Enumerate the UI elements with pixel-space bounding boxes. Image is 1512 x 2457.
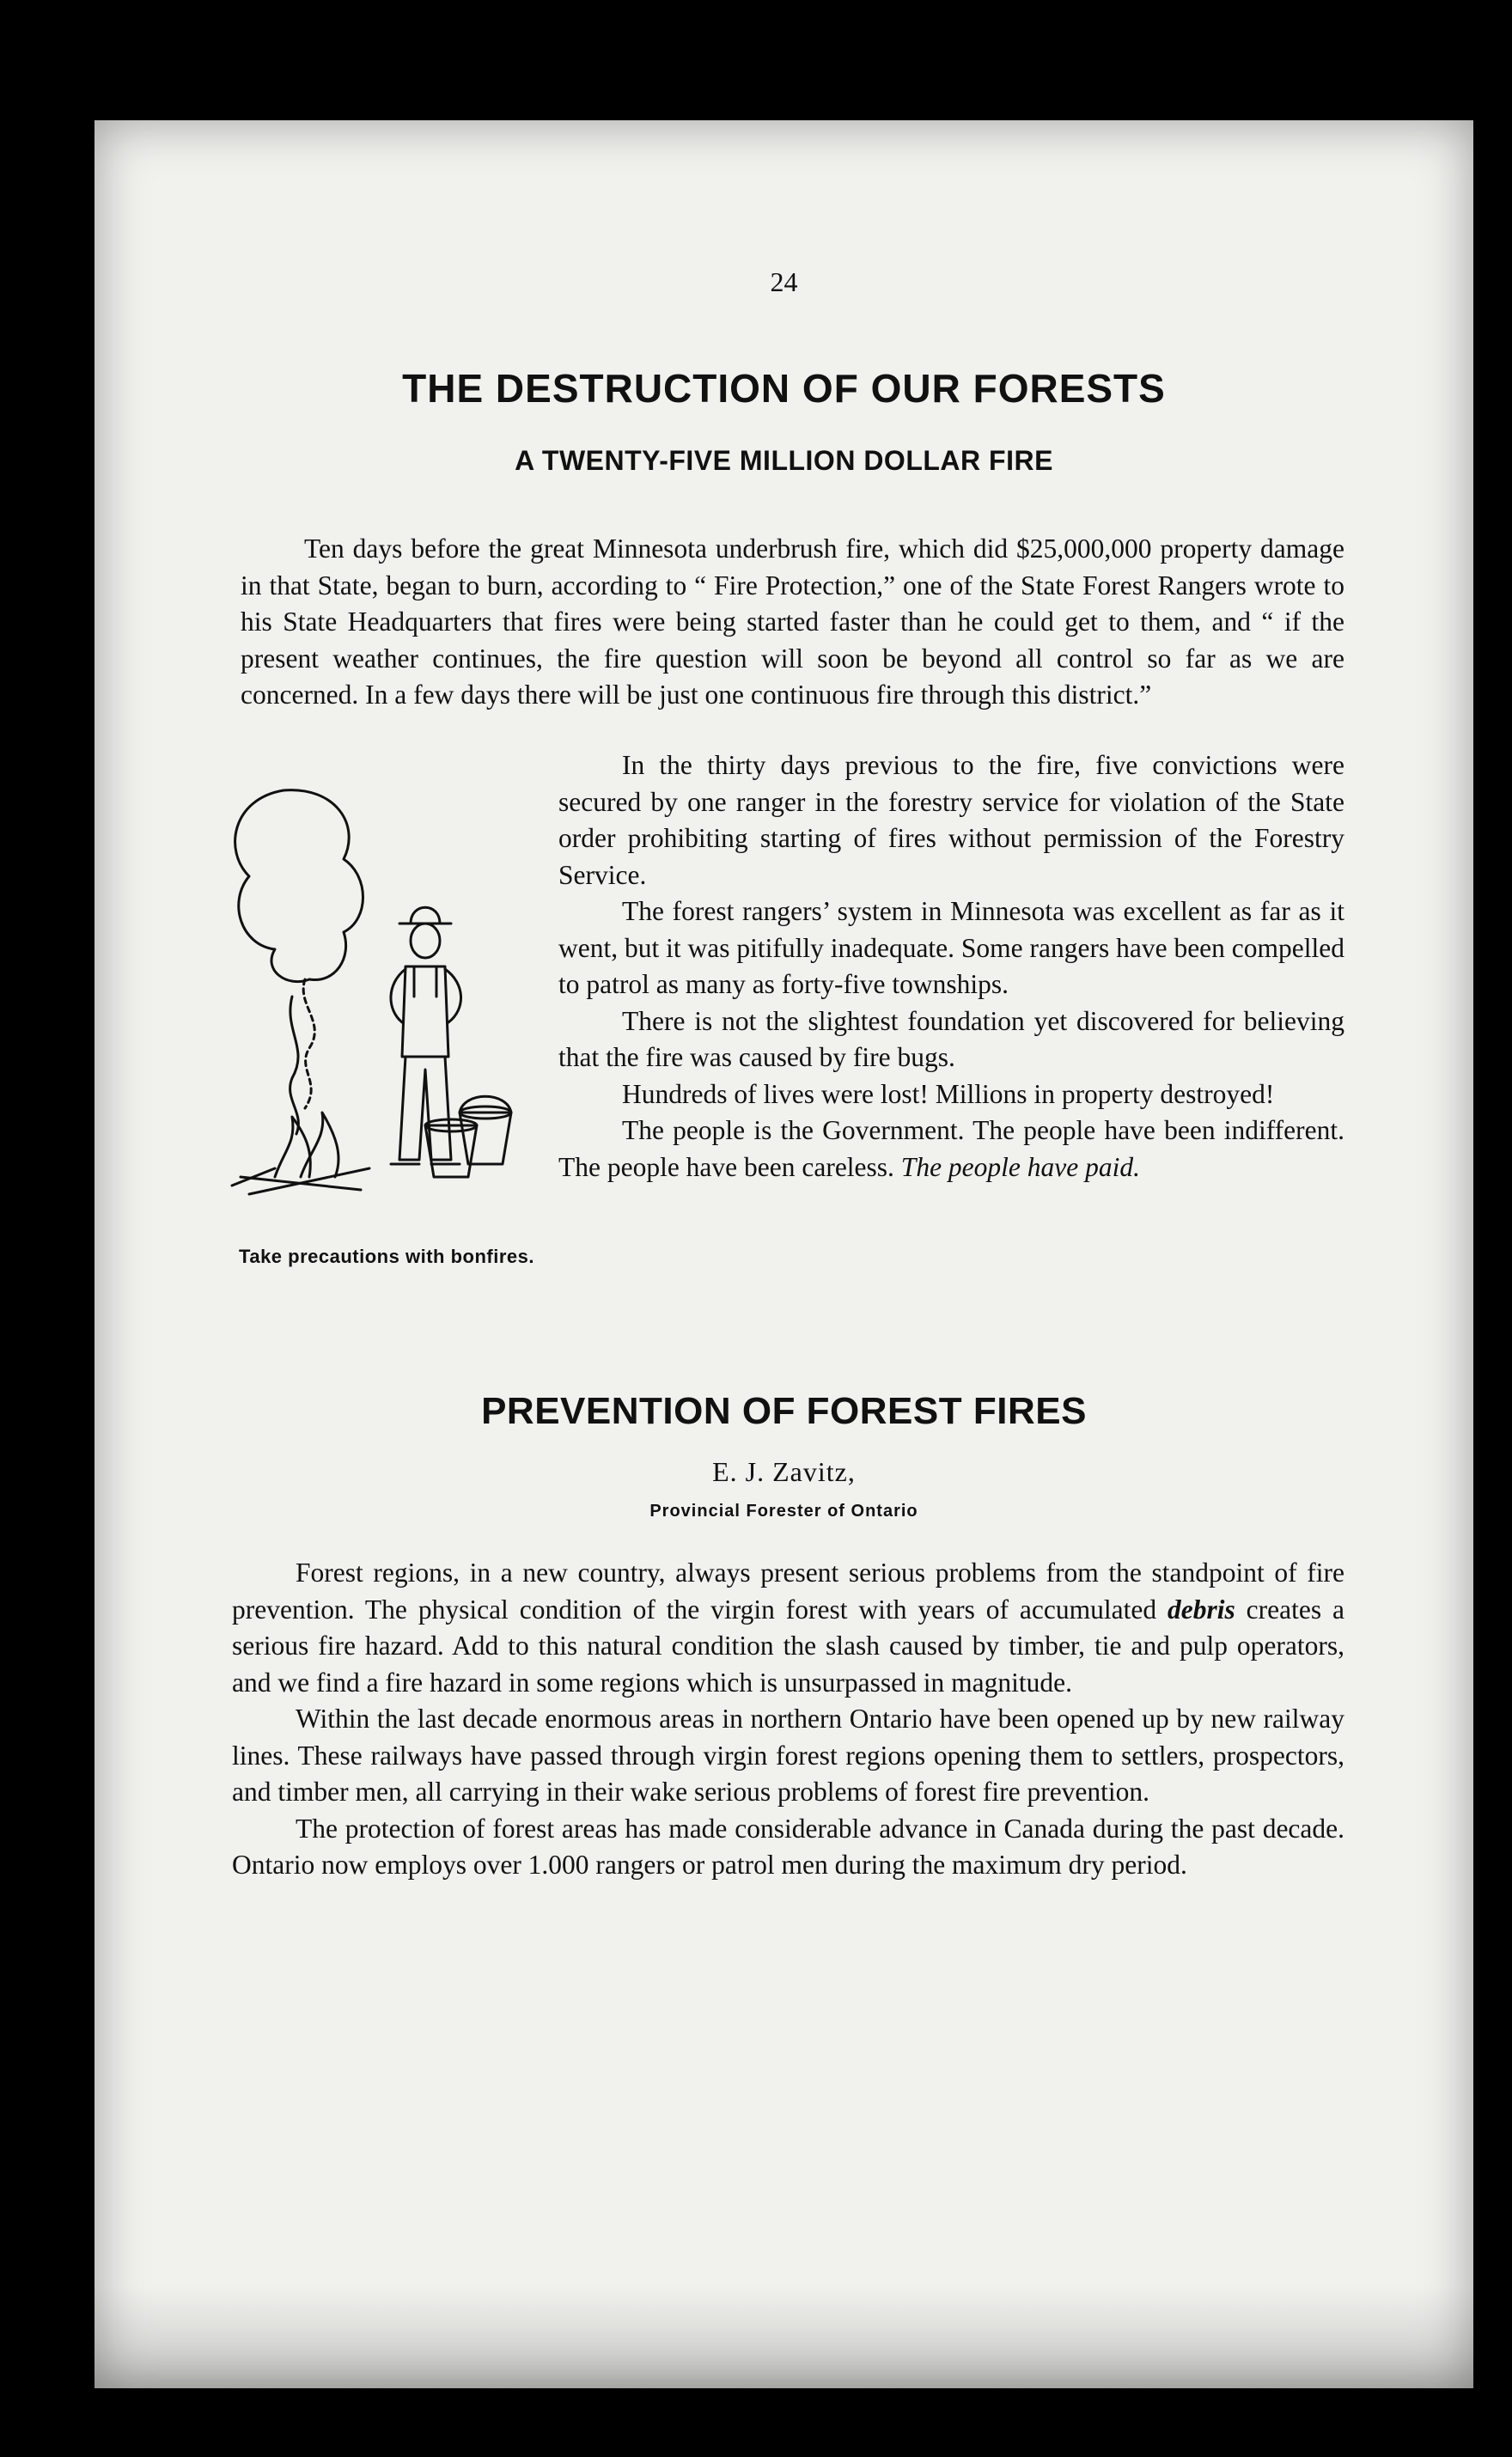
author-affiliation: Provincial Forester of Ontario [649, 1502, 918, 1521]
people-have-paid: The people have paid. [900, 1151, 1140, 1182]
section-title-prevention: PREVENTION OF FOREST FIRES [481, 1390, 1087, 1432]
debris-term: debris [1168, 1594, 1235, 1625]
document-page [94, 120, 1473, 2388]
right-column-block [558, 747, 1344, 1186]
paragraph-people-government [558, 1113, 1344, 1186]
section-title-destruction: THE DESTRUCTION OF OUR FORESTS [402, 366, 1166, 411]
author-name: E. J. Zavitz, [712, 1456, 856, 1487]
paragraph-convictions: In the thirty days previous to the fire, five convictions were secured by one ranger in the forestry service for violation of the State order prohibiting starting of fires without permission of the Forestry Service. [558, 750, 1344, 890]
paragraph-minnesota-fire: Ten days before the great Minnesota underbrush fire, which did $25,000,000 property damage in that State, began to burn, according to “ Fire Protection,” one of the State Forest Rangers wrote to his State Headquarters that fires were being started faster than he could get to them, and “ if the present weather continues, the fire question will soon be beyond all control so far as we are concerned. In a few days there will be just one continuous fire through this district.” [241, 533, 1344, 710]
paragraph-forest-regions [232, 1555, 1344, 1701]
paragraph-protection-canada: The protection of forest areas has made considerable advance in Canada during the past decade. Ontario now employs over 1.000 rangers or patrol men during the maximum dry period. [232, 1813, 1344, 1880]
man-with-bonfire-illustration [223, 773, 550, 1220]
illustration-caption: Take precautions with bonfires. [239, 1246, 534, 1267]
intro-paragraph-block [241, 531, 1344, 714]
paragraph-ranger-system: The forest rangers’ system in Minnesota was excellent as far as it went, but it was pitifully inadequate. Some rangers have been compelled to patrol as many as forty-five townships. [558, 896, 1344, 999]
paragraph-lives-lost: Hundreds of lives were lost! Millions in property destroyed! [622, 1078, 1275, 1109]
people-text: The people is the Government. The people have been indifferent. The people have been careless. [558, 1115, 1344, 1182]
page-number: 24 [770, 266, 798, 297]
forest-regions-text-a: Forest regions, in a new country, always present serious problems from the standpoint of fire prevention. The physical condition of the virgin forest with years of accumulated [232, 1558, 1344, 1625]
paragraph-railway-lines: Within the last decade enormous areas in northern Ontario have been opened up by new railway lines. These railways have passed through virgin forest regions opening them to settlers, prospectors, and timber men, all carrying in their wake serious problems of forest fire prevention. [232, 1704, 1344, 1807]
forest-regions-text-c: creates a serious fire hazard. Add to this natural condition the slash caused by timber, tie and pulp operators, and we find a fire hazard in some regions which is unsurpassed in magnitude. [232, 1594, 1344, 1698]
section-subtitle-fire: A TWENTY-FIVE MILLION DOLLAR FIRE [515, 445, 1053, 476]
paragraph-fire-bugs: There is not the slightest foundation yet discovered for believing that the fire was caused by fire bugs. [558, 1005, 1344, 1072]
prevention-body-block [232, 1555, 1344, 1884]
